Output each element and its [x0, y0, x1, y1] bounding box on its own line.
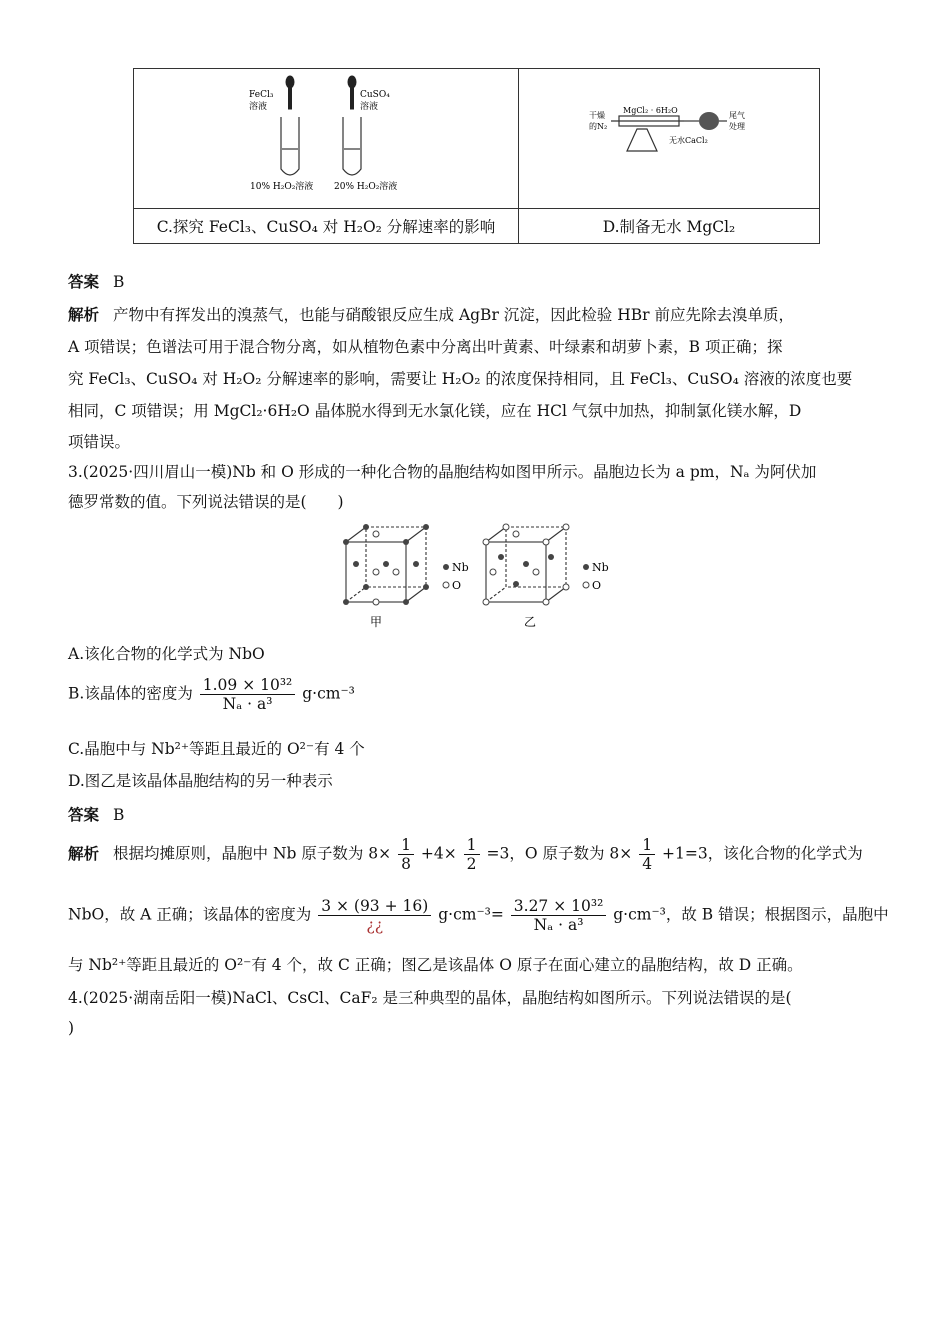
svg-text:无水CaCl₂: 无水CaCl₂ [669, 136, 708, 145]
q3-analysis-1: 解析 根据均摊原则，晶胞中 Nb 原子数为 8× $\frac{1}{8}$ +4× $\frac{1}{2}$ =3，O 原子数为 8× $\frac{1}{4}$ +1=3，该化合物的化学式为 [68, 836, 863, 873]
test-tube-2 [343, 117, 361, 175]
q3-option-b: B.该晶体的密度为 $\frac{\text{1.09 × 10³²}}{\text{Nₐ · a³}}$ g·cm⁻³ [68, 676, 355, 713]
o-legend-dot [443, 582, 449, 588]
q3-answer: 答案 B [68, 805, 125, 824]
q3-analysis-3: 与 Nb²⁺等距且最近的 O²⁻有 4 个，故 C 正确；图乙是该晶体 O 原子在面心建立的晶胞结构，故 D 正确。 [68, 956, 803, 974]
crystal-cell-figure [338, 522, 628, 634]
svg-text:O: O [592, 579, 602, 592]
q2-answer: 答案 B [68, 272, 125, 291]
drying-tube [699, 112, 719, 130]
options-table [133, 68, 820, 244]
svg-text:溶液: 溶液 [360, 102, 379, 112]
q2-analysis-1: 解析 产物中有挥发出的溴蒸气，也能与硝酸银反应生成 AgBr 沉淀，因此检验 HBr 前应先除去溴单质， [68, 305, 794, 324]
option-d-figure-cell [519, 69, 820, 209]
svg-text:MgCl₂ · 6H₂O: MgCl₂ · 6H₂O [623, 106, 678, 115]
burner [627, 129, 657, 151]
test-tube-diagram [134, 69, 518, 204]
svg-text:溶液: 溶液 [249, 102, 268, 112]
q4-stem-1: 4.(2025·湖南岳阳一模)NaCl、CsCl、CaF₂ 是三种典型的晶体，晶胞结构如图所示。下列说法错误的是( [68, 989, 792, 1007]
svg-text:Nb: Nb [452, 561, 469, 574]
q3-option-c: C.晶胞中与 Nb²⁺等距且最近的 O²⁻有 4 个 [68, 740, 365, 758]
option-c-caption: C.探究 FeCl₃、CuSO₄ 对 H₂O₂ 分解速率的影响 [134, 209, 519, 244]
q2-analysis-2: A 项错误；色谱法可用于混合物分离，如从植物色素中分离出叶黄素、叶绿素和胡萝卜素，B 项正确；探 [68, 338, 783, 356]
mgcl2-apparatus-diagram [519, 69, 819, 204]
svg-text:O: O [452, 579, 462, 592]
test-tube-1 [281, 117, 299, 175]
tube1-label: 10% H₂O₂溶液 [250, 182, 314, 192]
cuso4-label: CuSO₄ [360, 90, 390, 100]
option-c-figure-cell [134, 69, 519, 209]
nb-legend-dot [443, 564, 449, 570]
q3-option-d: D.图乙是该晶体晶胞结构的另一种表示 [68, 772, 333, 790]
q3-stem-2: 德罗常数的值。下列说法错误的是( ) [68, 493, 344, 511]
q3-stem-1: 3.(2025·四川眉山一模)Nb 和 O 形成的一种化合物的晶胞结构如图甲所示。晶胞边长为 a pm，Nₐ 为阿伏加 [68, 463, 817, 481]
option-d-caption: D.制备无水 MgCl₂ [519, 209, 820, 244]
svg-text:尾气: 尾气 [729, 111, 745, 120]
fecl3-label: FeCl₃ [249, 90, 274, 100]
svg-text:Nb: Nb [592, 561, 609, 574]
svg-text:的N₂: 的N₂ [589, 122, 608, 131]
dropper-bulb-1 [286, 76, 294, 88]
q3-analysis-2: NbO，故 A 正确；该晶体的密度为 $\frac{3 \times (93 + 16)}{¿¿}$ g·cm⁻³= $\frac{\text{3.27 × 10³²}}{\text{Nₐ · a³}}$ g·cm⁻³，故 B 错误；根据图示，晶胞中 [68, 897, 889, 934]
label-yi: 乙 [524, 615, 537, 629]
q2-analysis-4: 相同，C 项错误；用 MgCl₂·6H₂O 晶体脱水得到无水氯化镁，应在 HCl 气氛中加热，抑制氯化镁水解，D [68, 402, 802, 420]
q4-stem-2: ) [68, 1019, 75, 1037]
svg-text:处理: 处理 [729, 122, 745, 131]
dropper-bulb-2 [348, 76, 356, 88]
tube2-label: 20% H₂O₂溶液 [334, 182, 398, 192]
q2-analysis-3: 究 FeCl₃、CuSO₄ 对 H₂O₂ 分解速率的影响，需要让 H₂O₂ 的浓度保持相同，且 FeCl₃、CuSO₄ 溶液的浓度也要 [68, 370, 853, 388]
q3-option-a: A.该化合物的化学式为 NbO [68, 645, 265, 663]
label-jia: 甲 [370, 615, 383, 629]
q2-analysis-5: 项错误。 [68, 433, 131, 451]
svg-text:干燥: 干燥 [589, 111, 605, 120]
